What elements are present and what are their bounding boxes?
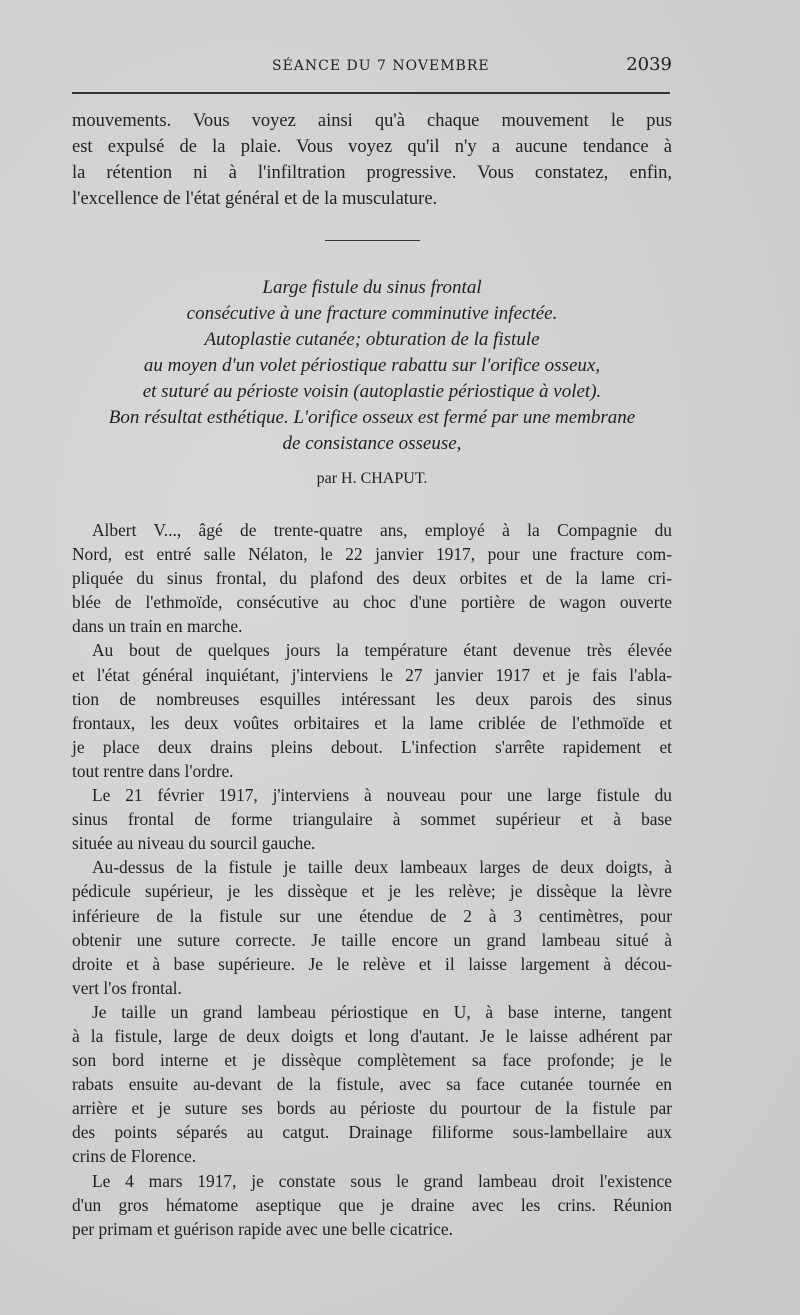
intro-line: mouvements. Vous voyez ainsi qu'à chaque mouvement le pus xyxy=(72,111,672,131)
paragraph-line: inférieure de la fistule sur une étendue de 2 à 3 centimètres, pour xyxy=(72,905,672,926)
title-line: Large fistule du sinus frontal xyxy=(262,277,482,298)
paragraph-line: tion de nombreuses esquilles intéressant les deux parois des sinus xyxy=(72,688,672,709)
paragraph-line: Le 21 février 1917, j'interviens à nouveau pour une large fistule du xyxy=(92,785,672,806)
paragraph-line: Je taille un grand lambeau périostique en U, à base interne, tangent xyxy=(92,1001,672,1022)
title-line: au moyen d'un volet périostique rabattu sur l'orifice osseux, xyxy=(143,355,601,376)
paragraph-line: frontaux, les deux voûtes orbitaires et la lame criblée de l'ethmoïde et xyxy=(72,712,672,733)
article-paragraph xyxy=(72,855,672,1000)
paragraph-line: blée de l'ethmoïde, consécutive au choc d'une portière de wagon ouverte xyxy=(72,592,672,613)
intro-line: est expulsé de la plaie. Vous voyez qu'il n'y a aucune tendance à xyxy=(72,137,672,157)
article-paragraph xyxy=(72,1169,672,1241)
paragraph-line: Nord, est entré salle Nélaton, le 22 janvier 1917, pour une fracture com- xyxy=(72,544,672,565)
article-paragraph xyxy=(72,518,672,638)
paragraph-line: pédicule supérieur, je les dissèque et je les relève; je dissèque la lèvre xyxy=(72,881,672,902)
intro-line: l'excellence de l'état général et de la musculature. xyxy=(72,189,438,209)
paragraph-line: pliquée du sinus frontal, du plafond des deux orbites et de la lame cri- xyxy=(72,568,672,589)
paragraph-line: et l'état général inquiétant, j'interviens le 27 janvier 1917 et je fais l'abla- xyxy=(72,664,672,685)
title-line: de consistance osseuse, xyxy=(282,433,462,454)
page-header xyxy=(72,52,672,82)
running-head: SÉANCE DU 7 NOVEMBRE xyxy=(272,58,490,74)
intro-paragraph xyxy=(72,108,672,212)
paragraph-line: Le 4 mars 1917, je constate sous le grand lambeau droit l'existence xyxy=(92,1170,672,1191)
article-paragraph xyxy=(72,638,672,783)
article-paragraph xyxy=(72,783,672,855)
paragraph-line: à la fistule, large de deux doigts et long d'autant. Je le laisse adhérent par xyxy=(72,1025,672,1046)
paragraph-line: dans un train en marche. xyxy=(72,616,243,637)
paragraph-line: située au niveau du sourcil gauche. xyxy=(72,833,316,854)
paragraph-line: d'un gros hématome aseptique que je draine avec les crins. Réunion xyxy=(72,1194,672,1215)
article-paragraph xyxy=(72,1000,672,1169)
page-number: 2039 xyxy=(626,54,672,75)
article-title xyxy=(72,275,672,457)
paragraph-line: vert l'os frontal. xyxy=(72,977,182,998)
intro-line: la rétention ni à l'infiltration progressive. Vous constatez, enfin, xyxy=(72,163,672,183)
paragraph-line: obtenir une suture correcte. Je taille encore un grand lambeau situé à xyxy=(72,929,672,950)
paragraph-line: rabats ensuite au-devant de la fistule, avec sa face cutanée tournée en xyxy=(72,1074,672,1095)
paragraph-line: je place deux drains pleins debout. L'infection s'arrête rapidement et xyxy=(72,736,672,757)
byline: par H. CHAPUT. xyxy=(316,470,428,487)
paragraph-line: crins de Florence. xyxy=(72,1146,197,1167)
title-line: Autoplastie cutanée; obturation de la fistule xyxy=(204,329,540,350)
paragraph-line: per primam et guérison rapide avec une belle cicatrice. xyxy=(72,1218,453,1239)
paragraph-line: Au-dessus de la fistule je taille deux lambeaux larges de deux doigts, à xyxy=(92,857,672,878)
paragraph-line: Albert V..., âgé de trente-quatre ans, employé à la Compagnie du xyxy=(92,520,672,540)
paragraph-line: droite et à base supérieure. Je le relève et il laisse largement à décou- xyxy=(72,953,672,974)
paragraph-line: des points séparés au catgut. Drainage filiforme sous-lambellaire aux xyxy=(72,1122,672,1143)
paragraph-line: sinus frontal de forme triangulaire à sommet supérieur et à base xyxy=(72,809,672,830)
paragraph-line: Au bout de quelques jours la température étant devenue très élevée xyxy=(92,640,672,661)
title-line: et suturé au périoste voisin (autoplastie périostique à volet). xyxy=(142,381,602,402)
paragraph-line: tout rentre dans l'ordre. xyxy=(72,760,234,781)
title-line: consécutive à une fracture comminutive infectée. xyxy=(186,303,558,324)
paragraph-line: arrière et je suture ses bords au périoste du pourtour de la fistule par xyxy=(72,1098,672,1119)
paragraph-line: son bord interne et je dissèque complètement sa face profonde; je le xyxy=(72,1050,672,1071)
header-rule xyxy=(72,92,670,94)
title-line: Bon résultat esthétique. L'orifice osseux est fermé par une membrane xyxy=(108,407,636,428)
section-separator xyxy=(325,240,420,241)
article-body xyxy=(72,518,672,1241)
